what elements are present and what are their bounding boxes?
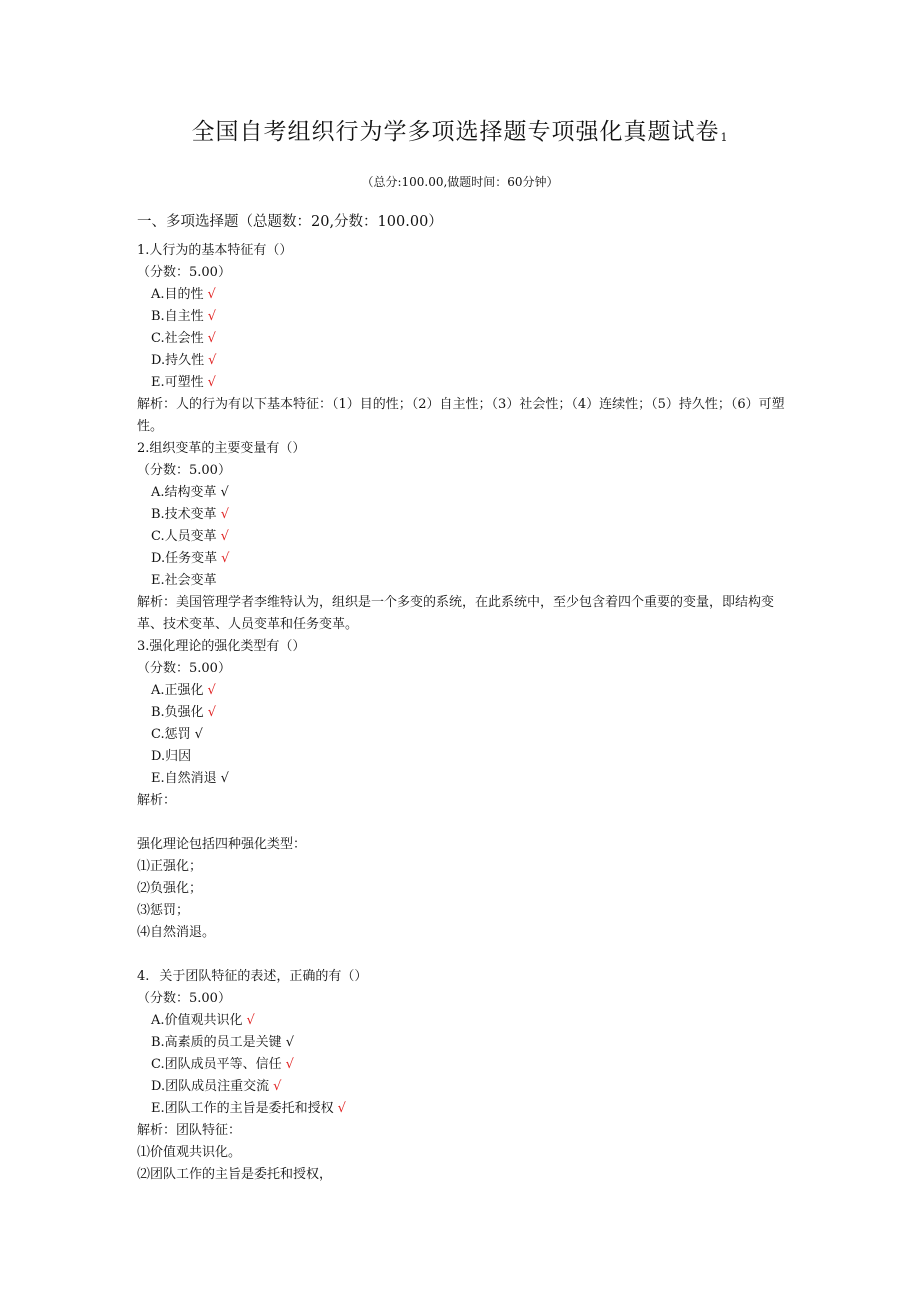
exam-meta: （总分:100.00,做题时间：60分钟） (361, 175, 559, 189)
option-d (137, 350, 787, 372)
option-a (137, 680, 787, 702)
question-score: （分数：5.00） (137, 463, 231, 478)
option-label: D.团队成员注重交流 (151, 1079, 270, 1094)
option-c (137, 1054, 787, 1076)
option-b (137, 306, 787, 328)
question-score: （分数：5.00） (137, 265, 231, 280)
question-stem (137, 966, 787, 988)
option-label: E.自然消退 (151, 771, 217, 786)
analysis-text: ⑴价值观共识化。 (137, 1145, 242, 1160)
check-mark-icon: √ (207, 705, 216, 720)
option-label: B.自主性 (151, 309, 204, 324)
option-d (137, 548, 787, 570)
title-text: 全国自考组织行为学多项选择题专项强化真题试卷 (191, 119, 720, 145)
option-label: B.负强化 (151, 705, 204, 720)
check-mark-icon: √ (220, 771, 229, 786)
option-b (137, 702, 787, 724)
option-label: D.持久性 (151, 353, 205, 368)
check-mark-icon: √ (207, 331, 216, 346)
option-d (137, 746, 787, 768)
question-stem-text: 关于团队特征的表述，正确的有（） (159, 969, 368, 984)
option-c (137, 328, 787, 350)
analysis-text: ⑵团队工作的主旨是委托和授权， (137, 1167, 333, 1182)
check-mark-icon: √ (221, 551, 230, 566)
option-label: D.归因 (151, 749, 192, 764)
option-a (137, 284, 787, 306)
check-mark-icon: √ (337, 1101, 346, 1116)
option-c (137, 526, 787, 548)
option-label: A.结构变革 (151, 485, 217, 500)
check-mark-icon: √ (220, 529, 229, 544)
option-e (137, 768, 787, 790)
blank-line (137, 944, 787, 966)
check-mark-icon: √ (194, 727, 203, 742)
analysis-text: 解析：美国管理学者李维特认为，组织是一个多变的系统，在此系统中，至少包含着四个重要的变量，即结构变革、技术变革、人员变革和任务变革。 (137, 595, 775, 632)
question-score: （分数：5.00） (137, 661, 231, 676)
option-e (137, 570, 787, 592)
check-mark-icon: √ (220, 485, 229, 500)
option-label: B.高素质的员工是关键 (151, 1035, 282, 1050)
question-stem: 3.强化理论的强化类型有（） (137, 639, 306, 654)
question-4 (137, 966, 787, 1186)
analysis-text: 解析：团队特征： (137, 1123, 242, 1138)
check-mark-icon: √ (285, 1057, 294, 1072)
analysis-text: ⑶惩罚； (137, 903, 190, 918)
option-label: E.团队工作的主旨是委托和授权 (151, 1101, 334, 1116)
option-a (137, 482, 787, 504)
check-mark-icon: √ (207, 683, 216, 698)
option-b (137, 1032, 787, 1054)
option-label: C.团队成员平等、信任 (151, 1057, 282, 1072)
analysis-text: 解析：人的行为有以下基本特征：（1）目的性；（2）自主性；（3）社会性；（4）连续性；（5）持久性；（6）可塑性。 (137, 397, 785, 434)
option-label: C.人员变革 (151, 529, 217, 544)
question-stem: 2.组织变革的主要变量有（） (137, 441, 306, 456)
analysis-text: 解析： (137, 793, 177, 808)
blank-line (137, 812, 787, 834)
option-label: C.惩罚 (151, 727, 191, 742)
check-mark-icon: √ (207, 375, 216, 390)
analysis-text: ⑴正强化； (137, 859, 203, 874)
option-e (137, 372, 787, 394)
option-d (137, 1076, 787, 1098)
question-3 (137, 636, 787, 966)
option-a (137, 1010, 787, 1032)
question-2 (137, 438, 787, 636)
question-score: （分数：5.00） (137, 991, 231, 1006)
option-label: B.技术变革 (151, 507, 217, 522)
option-label: C.社会性 (151, 331, 204, 346)
check-mark-icon: √ (207, 309, 216, 324)
check-mark-icon: √ (246, 1013, 255, 1028)
option-label: A.目的性 (151, 287, 204, 302)
option-b (137, 504, 787, 526)
option-label: D.任务变革 (151, 551, 218, 566)
document-title (0, 113, 920, 146)
option-label: A.正强化 (151, 683, 204, 698)
analysis-text: 强化理论包括四种强化类型： (137, 837, 307, 852)
check-mark-icon: √ (285, 1035, 294, 1050)
analysis-text: ⑷自然消退。 (137, 925, 216, 940)
option-e (137, 1098, 787, 1120)
question-1 (137, 240, 787, 438)
option-c (137, 724, 787, 746)
check-mark-icon: √ (220, 507, 229, 522)
title-suffix: 1 (720, 131, 729, 144)
option-label: E.社会变革 (151, 573, 217, 588)
analysis-text: ⑵负强化； (137, 881, 203, 896)
option-label: A.价值观共识化 (151, 1013, 243, 1028)
question-list (137, 240, 787, 1186)
question-number: 4. (137, 969, 150, 984)
check-mark-icon: √ (207, 287, 216, 302)
check-mark-icon: √ (273, 1079, 282, 1094)
option-label: E.可塑性 (151, 375, 204, 390)
section-heading: 一、多项选择题（总题数：20,分数：100.00） (137, 214, 443, 230)
question-stem: 1.人行为的基本特征有（） (137, 243, 293, 258)
check-mark-icon: √ (208, 353, 217, 368)
